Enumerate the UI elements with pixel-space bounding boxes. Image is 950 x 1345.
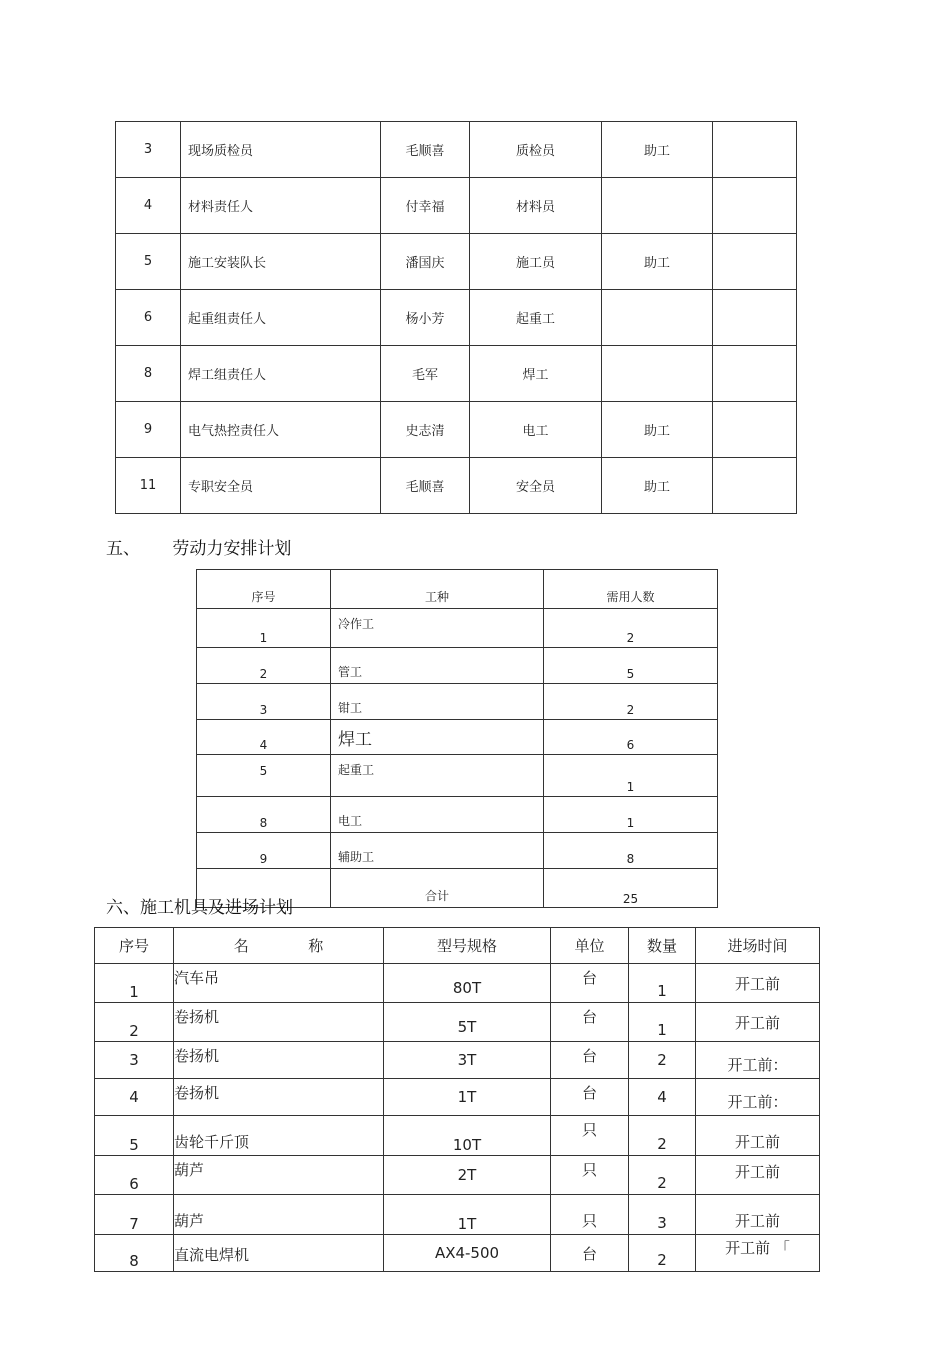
arrival-time-cell: 开工前： xyxy=(696,1042,820,1079)
role-cell: 专职安全员 xyxy=(181,458,381,514)
table-row xyxy=(116,234,797,290)
title-cell xyxy=(602,346,713,402)
header-name xyxy=(174,928,384,964)
table-row xyxy=(95,1156,820,1195)
role-cell: 起重组责任人 xyxy=(181,290,381,346)
person-name-cell: 杨小芳 xyxy=(381,290,470,346)
unit-cell: 只 xyxy=(551,1156,629,1195)
model-cell: 2T xyxy=(384,1156,551,1195)
person-name-cell: 毛顺喜 xyxy=(381,458,470,514)
qty-cell: 1 xyxy=(629,1003,696,1042)
equipment-name-cell: 直流电焊机 xyxy=(174,1235,384,1272)
row-number: 8 xyxy=(116,346,181,402)
header-name-wrap xyxy=(174,935,383,956)
header-unit: 单位 xyxy=(551,928,629,964)
arrival-time-cell: 开工前 xyxy=(696,1195,820,1235)
trade-cell: 电工 xyxy=(331,797,544,833)
person-name-cell: 潘国庆 xyxy=(381,234,470,290)
qty-cell: 2 xyxy=(629,1042,696,1079)
note-cell xyxy=(713,402,797,458)
title-cell: 助工 xyxy=(602,402,713,458)
note-cell xyxy=(713,290,797,346)
position-cell: 电工 xyxy=(470,402,602,458)
arrival-time-cell: 开工前 xyxy=(696,1156,820,1195)
position-cell: 焊工 xyxy=(470,346,602,402)
title-cell: 助工 xyxy=(602,458,713,514)
equipment-name-cell: 卷扬机 xyxy=(174,1079,384,1116)
person-name-cell: 毛顺喜 xyxy=(381,122,470,178)
table-row xyxy=(197,797,718,833)
unit-cell: 台 xyxy=(551,1235,629,1272)
row-number: 9 xyxy=(116,402,181,458)
note-cell xyxy=(713,458,797,514)
table-row xyxy=(116,402,797,458)
table-row xyxy=(197,720,718,755)
row-number: 4 xyxy=(116,178,181,234)
count-cell: 1 xyxy=(544,755,718,797)
personnel-table xyxy=(115,121,797,514)
position-cell: 起重工 xyxy=(470,290,602,346)
table-row xyxy=(197,755,718,797)
equipment-name-cell: 齿轮千斤顶 xyxy=(174,1116,384,1156)
total-count: 25 xyxy=(544,869,718,908)
unit-cell: 台 xyxy=(551,1079,629,1116)
row-number: 1 xyxy=(95,964,174,1003)
header-number: 序号 xyxy=(197,570,331,609)
table-row xyxy=(197,833,718,869)
role-cell: 电气热控责任人 xyxy=(181,402,381,458)
trade-cell: 起重工 xyxy=(331,755,544,797)
row-number: 4 xyxy=(197,720,331,755)
table-row xyxy=(95,1079,820,1116)
position-cell: 质检员 xyxy=(470,122,602,178)
table-row xyxy=(95,964,820,1003)
note-cell xyxy=(713,234,797,290)
arrival-time-cell: 开工前 xyxy=(696,964,820,1003)
header-qty: 数量 xyxy=(629,928,696,964)
arrival-time-cell: 开工前 xyxy=(696,1003,820,1042)
row-number: 2 xyxy=(197,648,331,684)
role-cell: 焊工组责任人 xyxy=(181,346,381,402)
personnel-table-body xyxy=(116,122,797,514)
table-row xyxy=(116,346,797,402)
row-number: 5 xyxy=(95,1116,174,1156)
header-count: 需用人数 xyxy=(544,570,718,609)
role-cell: 现场质检员 xyxy=(181,122,381,178)
table-row xyxy=(197,609,718,648)
table-row xyxy=(95,1003,820,1042)
unit-cell: 只 xyxy=(551,1195,629,1235)
row-number: 6 xyxy=(95,1156,174,1195)
row-number: 6 xyxy=(116,290,181,346)
header-number: 序号 xyxy=(95,928,174,964)
unit-cell: 只 xyxy=(551,1116,629,1156)
equipment-name-cell: 卷扬机 xyxy=(174,1003,384,1042)
row-number: 3 xyxy=(197,684,331,720)
arrival-time-cell: 开工前 xyxy=(696,1116,820,1156)
qty-cell: 1 xyxy=(629,964,696,1003)
trade-cell: 冷作工 xyxy=(331,609,544,648)
note-cell xyxy=(713,346,797,402)
table-row xyxy=(116,178,797,234)
count-cell: 6 xyxy=(544,720,718,755)
table-row xyxy=(95,1195,820,1235)
row-number: 1 xyxy=(197,609,331,648)
note-cell xyxy=(713,122,797,178)
trade-cell: 辅助工 xyxy=(331,833,544,869)
model-cell: 1T xyxy=(384,1079,551,1116)
table-row xyxy=(197,648,718,684)
count-cell: 2 xyxy=(544,684,718,720)
position-cell: 施工员 xyxy=(470,234,602,290)
count-cell: 2 xyxy=(544,609,718,648)
arrival-time-cell: 开工前 「 xyxy=(696,1235,820,1272)
table-row xyxy=(116,290,797,346)
section-heading-equipment-plan: 六、施工机具及进场计划 xyxy=(106,898,293,918)
count-cell: 5 xyxy=(544,648,718,684)
count-cell: 8 xyxy=(544,833,718,869)
equipment-name-cell: 葫芦 xyxy=(174,1195,384,1235)
row-number: 5 xyxy=(197,755,331,797)
person-name-cell: 史志清 xyxy=(381,402,470,458)
trade-cell: 管工 xyxy=(331,648,544,684)
qty-cell: 3 xyxy=(629,1195,696,1235)
row-number: 8 xyxy=(197,797,331,833)
labor-table xyxy=(196,569,718,908)
table-row xyxy=(197,684,718,720)
equipment-table xyxy=(94,927,820,1272)
header-trade: 工种 xyxy=(331,570,544,609)
row-number: 7 xyxy=(95,1195,174,1235)
qty-cell: 2 xyxy=(629,1116,696,1156)
position-cell: 安全员 xyxy=(470,458,602,514)
qty-cell: 2 xyxy=(629,1235,696,1272)
row-number: 2 xyxy=(95,1003,174,1042)
table-header-row xyxy=(95,928,820,964)
table-row xyxy=(95,1116,820,1156)
table-row xyxy=(95,1042,820,1079)
trade-cell: 钳工 xyxy=(331,684,544,720)
qty-cell: 2 xyxy=(629,1156,696,1195)
header-name-char-2: 称 xyxy=(308,937,324,955)
row-number: 11 xyxy=(116,458,181,514)
person-name-cell: 付幸福 xyxy=(381,178,470,234)
qty-cell: 4 xyxy=(629,1079,696,1116)
unit-cell: 台 xyxy=(551,1042,629,1079)
model-cell: 3T xyxy=(384,1042,551,1079)
table-row xyxy=(116,458,797,514)
note-cell xyxy=(713,178,797,234)
role-cell: 材料责任人 xyxy=(181,178,381,234)
unit-cell: 台 xyxy=(551,1003,629,1042)
section-heading-labor-plan: 五、 劳动力安排计划 xyxy=(106,539,292,559)
role-cell: 施工安装队长 xyxy=(181,234,381,290)
equipment-name-cell: 葫芦 xyxy=(174,1156,384,1195)
total-label: 合计 xyxy=(331,869,544,908)
table-header-row xyxy=(197,570,718,609)
table-row xyxy=(116,122,797,178)
model-cell: 1T xyxy=(384,1195,551,1235)
model-cell: 10T xyxy=(384,1116,551,1156)
unit-cell: 台 xyxy=(551,964,629,1003)
row-number: 3 xyxy=(116,122,181,178)
row-number: 5 xyxy=(116,234,181,290)
count-cell: 1 xyxy=(544,797,718,833)
model-cell: 80T xyxy=(384,964,551,1003)
title-cell xyxy=(602,290,713,346)
row-number: 8 xyxy=(95,1235,174,1272)
equipment-name-cell: 卷扬机 xyxy=(174,1042,384,1079)
title-cell xyxy=(602,178,713,234)
equipment-name-cell: 汽车吊 xyxy=(174,964,384,1003)
table-row xyxy=(95,1235,820,1272)
arrival-time-cell: 开工前： xyxy=(696,1079,820,1116)
title-cell: 助工 xyxy=(602,234,713,290)
header-model: 型号规格 xyxy=(384,928,551,964)
title-cell: 助工 xyxy=(602,122,713,178)
model-cell: 5T xyxy=(384,1003,551,1042)
row-number: 9 xyxy=(197,833,331,869)
position-cell: 材料员 xyxy=(470,178,602,234)
person-name-cell: 毛军 xyxy=(381,346,470,402)
header-time: 进场时间 xyxy=(696,928,820,964)
row-number: 3 xyxy=(95,1042,174,1079)
header-name-char-1: 名 xyxy=(233,937,249,955)
row-number: 4 xyxy=(95,1079,174,1116)
trade-cell: 焊工 xyxy=(331,720,544,755)
model-cell: AX4-500 xyxy=(384,1235,551,1272)
